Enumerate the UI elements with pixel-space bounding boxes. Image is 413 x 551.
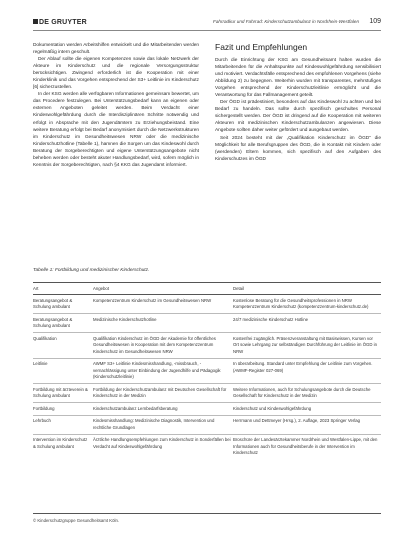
table-cell: Weitere Informationen, auch für Schulungsangebote durch die Deutsche Gesellschaft für Kinderschutz in der Medizin (233, 384, 381, 403)
body-paragraph: Seit 2024 besteht mit der „Qualifikation Kinderschutz im ÖGD“ die Möglichkeit für alle Berufsgruppen des ÖGD, die in Kontakt mit Kindern oder (werdenden) Eltern kommen, sich spezifisch auf den Aufgaben des Kinderschutzes im ÖGD (215, 135, 381, 162)
table-footnote: © Kinderschutzgruppe Gesundheitsamt Köln. (33, 518, 120, 523)
body-paragraph: Der ÖGD ist prädestiniert, besonders auf das Kindeswohl zu achten und bei Bedarf zu handeln. Das sollte durch spezifisch geschultes Personal sichergestellt werden. Der ÖGD ist dringend auf die Kooperation mit weiteren Akteuren mit medizinischen Kinderschutzambulanzen angewiesen. Diese Angebote sollten daher weiter gefördert und ausgebaut werden. (215, 100, 381, 134)
column-header: Detail (233, 283, 381, 295)
table-cell: Herrmann und Dettmeyer (Hrsg.), 2. Auflage, 2023 Springer Verlag (233, 415, 381, 434)
table-cell: Beratungsangebot & Schulung ambulant (33, 295, 93, 314)
table-cell: Kostenfrei zugänglich. Präsenzveranstaltung mit Basiswissen, Kursen vor Ort sowie Lehrgang zur selbständigen Durchführung der Leitlinie im ÖGD in NRW (233, 333, 381, 358)
table-cell: Fortbildung der Kinderschutzambulanz mit Deutschen Gesellschaft für Kinderschutz in der Medizin (93, 384, 233, 403)
logo-mark-icon (33, 19, 38, 24)
table-row (33, 358, 381, 383)
table-row (33, 333, 381, 358)
running-title: Fahrradkur und Fahrrad: Kinderschutzambulanz in Nordrhein-Westfalen (213, 19, 359, 24)
table-cell: Broschüre der Landesärztekammer Nordrhein und Westfalen-Lippe, mit den Informationen auch für Gesundheitsberufe in der Intervention im Kinderschutz (233, 437, 378, 456)
table-cell: Fortbildung mit ärzteverein & Schulung ambulant (33, 384, 93, 403)
table-cell: Intervention im Kinderschutz & Schulung ambulant (33, 437, 88, 449)
section-heading: Fazit und Empfehlungen (215, 42, 308, 52)
table-cell: AWMF S3+ Leitlinie Kindesmisshandlung, -missbrauch, -vernachlässigung unter Einbindung der Jugendhilfe und Pädagogik (Kinderschutzleitlinie) (93, 358, 233, 383)
table-cell: Medizinische Kinderschutzhotline (93, 314, 233, 333)
table-cell: Lehrbuch (33, 415, 93, 434)
logo-text: DE GRUYTER (39, 19, 87, 26)
body-paragraph: Der Ablauf sollte die eigenen Kompetenzen sowie das lokale Netzwerk der Akteure im Kinderschutz und die regionale Versorgungsstruktur berücksichtigen. Zwingend erforderlich ist die Kooperation mit einer Kinderklinik und das Vorgehen entsprechend der S3+ Leitlinie im Kinderschutz [6] sicherzustellen. (33, 57, 199, 91)
table-bottom-rule (33, 513, 381, 514)
table-cell: In überarbeitung. Standard unter Empfehlung der Leitlinie zum Vorgehen. (AWMF-Register 027-069) (233, 358, 381, 383)
table-cell: Kinderschutzambulanz Lernbedarfsberatung (93, 403, 233, 416)
table-cell: Fortbildung (33, 403, 93, 416)
table-header-row (33, 283, 381, 295)
resources-table (33, 282, 381, 459)
body-paragraph: Durch die Einrichtung der KSG am Gesundheitsamt halten wurden die Mitarbeitenden für die Anhaltspunkte auf Kindeswohlgefährdung sensibilisiert und motiviert. Verdachtsfälle entsprechend des empfohlenen Vorgehens (siehe Abbildung 2) zu begegnen. Weiterhin wurden mit transparentes, mehrstufiges Vorgehen entsprechend der Kinderschutzleitlinie ermöglicht und die Verantwortung für das Fallmanagement geteilt. (215, 58, 381, 99)
table-cell: Ärztliche Handlungsempfehlungen zum Kinderschutz in Sonderfällen bei Verdacht auf Kindeswohlgefährdung (93, 437, 231, 449)
column-header: Angebot (93, 283, 233, 295)
publisher-logo (33, 19, 87, 26)
table-row (33, 295, 381, 314)
table-row (33, 403, 381, 416)
column-header: Art (33, 283, 93, 295)
table-row (33, 314, 381, 333)
table-cell: Qualifikation (33, 333, 93, 358)
body-paragraph: Dokumentation werden Arbeitshilfen entwickelt und die Mitarbeitenden werden regelmäßig intern geschult. (33, 43, 199, 56)
table-cell: 24/7 medizinische Kinderschutz Hotline (233, 314, 381, 333)
body-paragraph: In der KSG werden alle verfügbaren Informationen gemeinsam bewertet, um das Procedere festzulegen. Bei Unterstützungsbedarf kann an eigenen oder externen Angeboten geleitet werden. Beim Verdacht einer Kindeswohlgefährdung durch die Interdisziplinären Schritte notwendig und erfolgt in Absprache mit den Jugendämtern zu Erziehungsbeistand. Eine weitere Beratung erfolgt bei Bedarf anonymisiert durch die Netzwerkstrukturen im Kinderschutz im Gesundheitswesen NRW oder die medizinische Kinderschutzhotline (Tabelle 1), hamnen die Sorgen um das Kindeswohl durch Beratung der Sorgeberechtigten und eigene Unterstützungsangebote nicht beheben werden oder besteht akuter Handlungsbedarf, wird, sofern möglich in Kenntnis der Sorgeberechtigten, nach §4 KKG das Jugendamt informiert. (33, 92, 199, 168)
table-row (33, 415, 381, 434)
table-cell: Qualifikation Kinderschutz im ÖGD der Akademie für öffentliches Gesundheitswesen in Kooperation mit dem Kompetenzzentrum Kinderschutz im Gesundheitswesen NRW (93, 333, 233, 358)
table-cell: Kostenlose Beratung für die Gesundheitsprofessionen in NRW Kompetenzzentrum Kinderschutz (kompetenzzentrum-kinderschutz.de) (233, 295, 381, 314)
table-cell: Kindesmisshandlung: Medizinische Diagnostik, Intervention und rechtliche Grundlagen (93, 415, 233, 434)
table-cell: Kinderschutz und Kindeswohlgefährdung (233, 403, 381, 416)
page-number: 109 (369, 18, 381, 25)
right-column (215, 42, 381, 163)
table-caption: Tabelle 1: Fortbildung und medizinischer Kinderschutz. (33, 268, 150, 273)
table-row (33, 384, 381, 403)
table-cell: Kompetenzzentrum Kinderschutz im Gesundheitswesen NRW (93, 295, 233, 314)
table-row (33, 434, 381, 459)
page-header (33, 18, 381, 32)
header-divider (33, 30, 381, 31)
left-column (33, 42, 199, 169)
table-cell: Beratungsangebot & Schulung ambulant (33, 314, 93, 333)
table-cell: Leitlinie (33, 358, 93, 383)
